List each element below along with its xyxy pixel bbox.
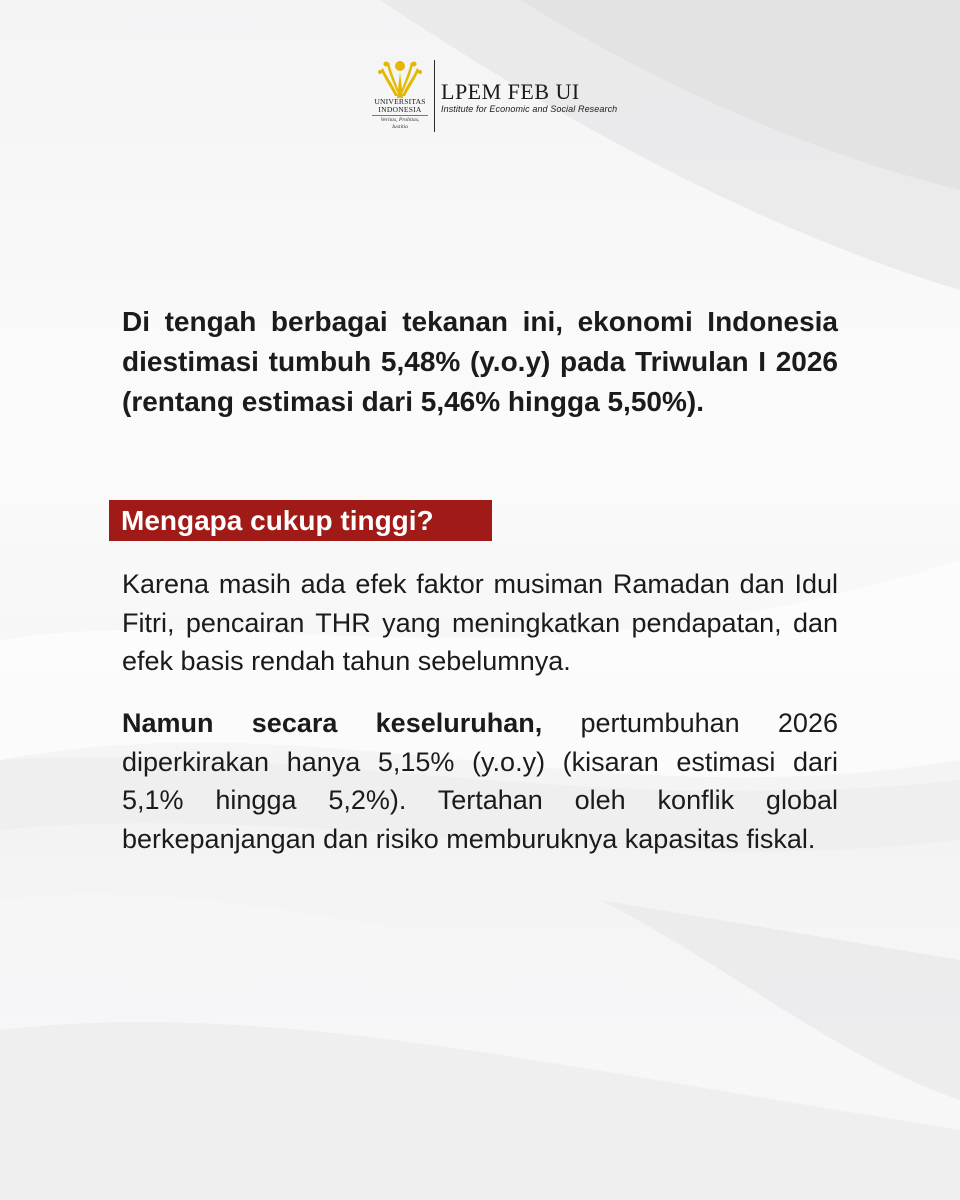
logo-divider [434, 60, 435, 132]
lpem-feb-ui-logo [372, 58, 617, 134]
logo-wordmark [441, 58, 617, 115]
logo-title: LPEM FEB UI [441, 79, 580, 104]
paragraph-outlook-text: pertumbuhan 2026 diperkirakan hanya 5,15% (y.o.y) (kisaran estimasi dari 5,1% hingga 5,2%). Tertahan oleh konflik global berkepanjangan dan risiko memburuknya kapasitas fiskal. [122, 708, 838, 854]
logo-subtitle: Institute for Economic and Social Research [441, 104, 618, 114]
paragraph-outlook [122, 704, 838, 858]
callout-heading [109, 500, 492, 541]
callout-label: Mengapa cukup tinggi? [121, 505, 434, 536]
paragraph-reasons: Karena masih ada efek faktor musiman Ramadan dan Idul Fitri, pencairan THR yang meningkatkan pendapatan, dan efek basis rendah tahun sebelumnya. [122, 569, 838, 676]
seal-text-line2: INDONESIA [378, 105, 422, 114]
makara-emblem-icon [377, 58, 423, 98]
universitas-indonesia-seal [372, 58, 428, 131]
lead-paragraph: Di tengah berbagai tekanan ini, ekonomi Indonesia diestimasi tumbuh 5,48% (y.o.y) pada Triwulan I 2026 (rentang estimasi dari 5,46% hingga 5,50%). [122, 306, 838, 417]
seal-motto: Veritas, Probitas, Iustitia [372, 115, 428, 131]
seal-text-line1: UNIVERSITAS [374, 97, 426, 106]
paragraph-outlook-bold-lead: Namun secara keseluruhan, [122, 708, 543, 738]
